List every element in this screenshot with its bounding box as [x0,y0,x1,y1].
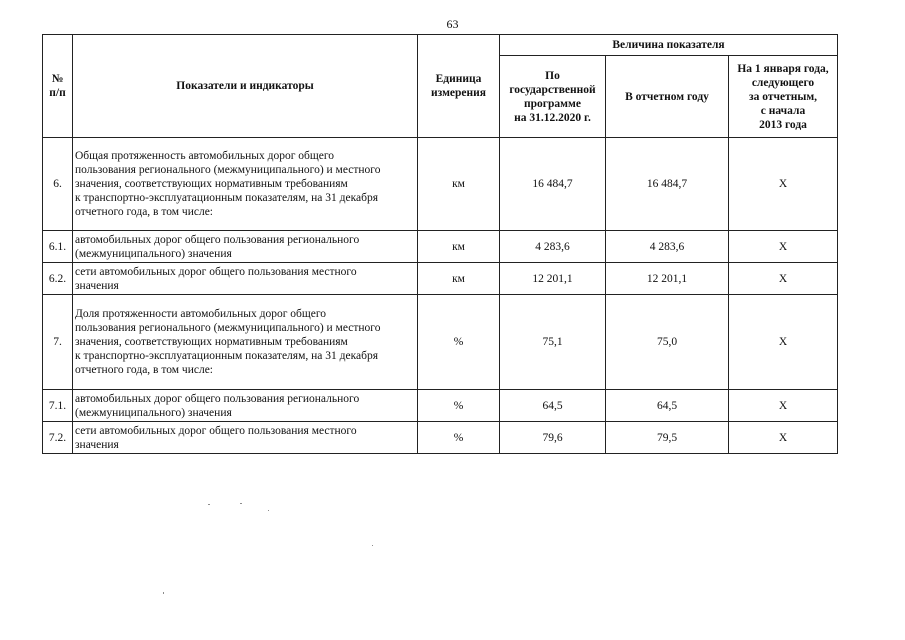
table-row [43,138,838,231]
header-program-line: на 31.12.2020 г. [514,111,591,124]
row-report-value: 79,5 [606,422,729,454]
row-jan1-value: X [729,390,838,422]
row-indicator [73,390,418,422]
header-program-line: программе [524,97,581,110]
header-indicator: Показатели и индикаторы [73,35,418,138]
indicator-line: (межмуниципального) значения [75,247,232,260]
row-jan1-value: X [729,295,838,390]
header-num [43,35,73,138]
table-row [43,231,838,263]
row-unit: % [418,390,500,422]
indicators-table [42,34,838,454]
row-indicator [73,422,418,454]
indicator-line: автомобильных дорог общего пользования регионального [75,233,360,246]
scan-speck [372,545,373,546]
row-jan1-value: X [729,231,838,263]
row-report-value: 12 201,1 [606,263,729,295]
indicator-line: пользования регионального (межмуниципального) и местного [75,164,381,176]
header-unit-line: измерения [431,87,486,99]
indicator-line: отчетного года, в том числе: [75,364,213,376]
row-number: 7.2. [43,422,73,454]
header-value-group: Величина показателя [500,35,838,56]
indicator-line: пользования регионального (межмуниципального) и местного [75,322,381,334]
row-unit: км [418,138,500,231]
table-row [43,390,838,422]
page-number: 63 [446,17,459,31]
indicator-line: отчетного года, в том числе: [75,206,213,218]
row-number: 7. [43,295,73,390]
indicator-line: Общая протяженность автомобильных дорог общего [75,150,335,162]
row-program-value: 79,6 [500,422,606,454]
row-program-value: 12 201,1 [500,263,606,295]
row-number: 6.1. [43,231,73,263]
indicator-line: значения [75,279,119,292]
row-number: 6. [43,138,73,231]
row-report-value: 64,5 [606,390,729,422]
table-row [43,422,838,454]
header-jan1-line: следующего [751,76,815,89]
indicator-line: значения, соответствующих нормативным требованиям [75,178,348,190]
indicator-line: сети автомобильных дорог общего пользования местного [75,424,357,437]
indicator-line: сети автомобильных дорог общего пользования местного [75,265,357,278]
header-report-year: В отчетном году [606,56,729,138]
scan-speck [163,592,164,594]
indicator-line: Доля протяженности автомобильных дорог общего [75,308,327,320]
row-indicator [73,295,418,390]
header-jan1 [729,56,838,138]
row-indicator [73,138,418,231]
header-unit-line: Единица [435,73,482,85]
row-program-value: 4 283,6 [500,231,606,263]
header-jan1-line: за отчетным, [748,90,818,103]
row-report-value: 16 484,7 [606,138,729,231]
header-unit [418,35,500,138]
row-jan1-value: X [729,138,838,231]
row-indicator [73,231,418,263]
row-program-value: 75,1 [500,295,606,390]
row-jan1-value: X [729,422,838,454]
row-jan1-value: X [729,263,838,295]
header-jan1-line: На 1 января года, [737,62,829,75]
header-num-line: п/п [49,87,66,99]
indicator-line: автомобильных дорог общего пользования регионального [75,392,360,405]
row-report-value: 4 283,6 [606,231,729,263]
table-row [43,295,838,390]
indicator-line: значения, соответствующих нормативным требованиям [75,336,348,348]
indicator-line: (межмуниципального) значения [75,406,232,419]
header-jan1-line: 2013 года [759,118,807,131]
header-jan1-line: с начала [760,104,806,117]
row-unit: % [418,295,500,390]
scan-speck [268,510,269,511]
scan-speck [240,503,242,504]
header-program [500,56,606,138]
header-program-line: государственной [509,83,596,96]
row-program-value: 64,5 [500,390,606,422]
row-indicator [73,263,418,295]
indicator-line: значения [75,438,119,451]
row-unit: км [418,263,500,295]
indicator-line: к транспортно-эксплуатационным показателям, на 31 декабря [75,192,378,204]
row-program-value: 16 484,7 [500,138,606,231]
table-row [43,263,838,295]
header-program-line: По [545,69,560,82]
indicator-line: к транспортно-эксплуатационным показателям, на 31 декабря [75,350,378,362]
row-unit: % [418,422,500,454]
row-unit: км [418,231,500,263]
header-num-line: № [51,73,64,85]
row-number: 6.2. [43,263,73,295]
row-number: 7.1. [43,390,73,422]
scan-speck [208,504,210,505]
row-report-value: 75,0 [606,295,729,390]
